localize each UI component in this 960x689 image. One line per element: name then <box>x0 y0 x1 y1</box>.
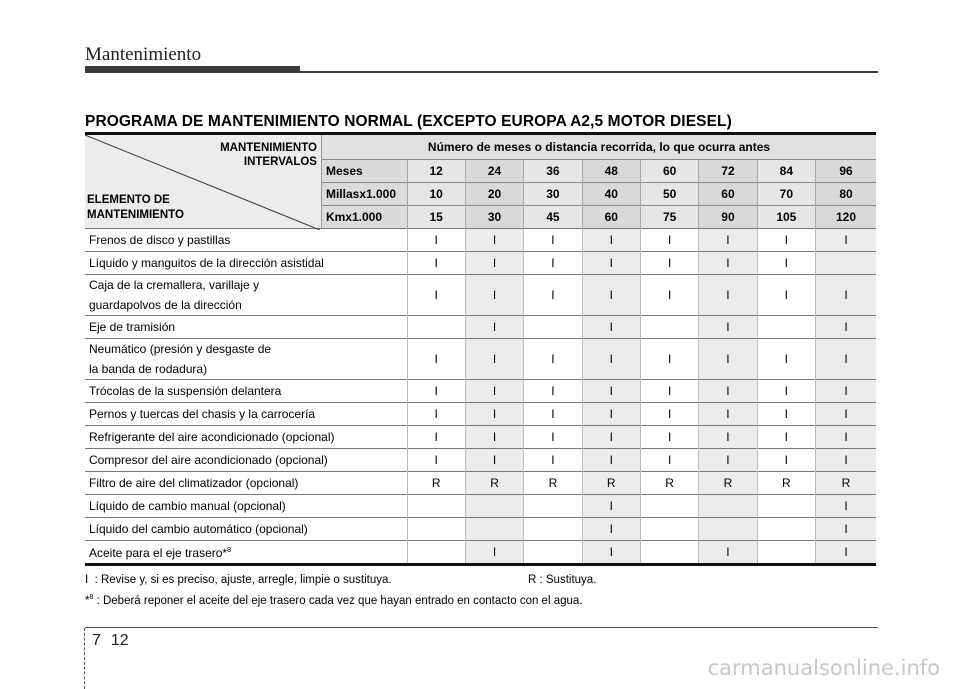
table-row <box>85 541 876 565</box>
maintenance-item-line <box>89 519 407 539</box>
interval-cell <box>407 518 465 541</box>
interval-cell: I <box>816 449 876 472</box>
interval-cell: I <box>582 541 640 565</box>
interval-title: Número de meses o distancia recorrida, lo que ocurra antes <box>321 134 876 160</box>
interval-cell: I <box>757 380 815 403</box>
maintenance-item-text: Frenos de disco y pastillas <box>89 233 231 247</box>
maintenance-item-line <box>89 339 407 359</box>
legend-replace-text: R : Sustituya. <box>528 574 597 586</box>
interval-cell <box>757 518 815 541</box>
maintenance-item <box>85 449 407 472</box>
maintenance-item <box>85 518 407 541</box>
maintenance-item <box>85 252 407 275</box>
interval-cell: I <box>582 403 640 426</box>
page-header-title: Mantenimiento <box>85 44 202 65</box>
header-value: 48 <box>582 160 640 183</box>
header-value: 60 <box>640 160 698 183</box>
header-value: 30 <box>524 183 582 206</box>
header-value: 72 <box>699 160 757 183</box>
interval-cell: I <box>465 380 523 403</box>
legend-note-text: : Deberá reponer el aceite del eje trasero cada vez que hayan entrado en contacto con el agua. <box>96 594 583 607</box>
footer-vertical-rule <box>84 628 85 689</box>
section-title: PROGRAMA DE MANTENIMIENTO NORMAL (EXCEPTO EUROPA A2,5 MOTOR DIESEL) <box>85 113 732 130</box>
interval-cell <box>640 541 698 565</box>
interval-cell: I <box>699 403 757 426</box>
interval-cell: I <box>582 229 640 252</box>
interval-cell <box>465 518 523 541</box>
interval-cell: I <box>757 252 815 275</box>
interval-cell <box>757 316 815 339</box>
maintenance-item-text: Pernos y tuercas del chasis y la carrocería <box>89 407 316 421</box>
interval-cell: I <box>816 380 876 403</box>
interval-cell: I <box>757 229 815 252</box>
interval-cell: I <box>699 449 757 472</box>
interval-cell: I <box>582 495 640 518</box>
maintenance-item <box>85 403 407 426</box>
table-row <box>85 426 876 449</box>
maintenance-item-text: Caja de la cremallera, varillaje y <box>89 278 260 292</box>
legend-inspect-key: I <box>85 574 89 586</box>
header-value: 96 <box>816 160 876 183</box>
interval-cell <box>640 316 698 339</box>
interval-cell: I <box>699 380 757 403</box>
footnote-marker: 8 <box>227 547 231 554</box>
header-corner-cell <box>85 134 321 229</box>
interval-cell: I <box>582 275 640 316</box>
interval-cell: I <box>699 252 757 275</box>
interval-cell: I <box>407 426 465 449</box>
interval-cell: I <box>465 449 523 472</box>
interval-cell: R <box>524 472 582 495</box>
interval-cell: I <box>524 339 582 380</box>
interval-cell: I <box>524 380 582 403</box>
header-value: 40 <box>582 183 640 206</box>
interval-cell: I <box>699 275 757 316</box>
interval-cell: I <box>407 403 465 426</box>
interval-cell: I <box>640 275 698 316</box>
maintenance-table-container <box>85 132 876 566</box>
table-row <box>85 518 876 541</box>
interval-cell: I <box>582 449 640 472</box>
maintenance-item-text: Líquido del cambio automático (opcional) <box>89 522 308 536</box>
interval-cell: I <box>699 426 757 449</box>
page-number <box>92 632 129 650</box>
interval-cell: I <box>699 541 757 565</box>
header-value: 45 <box>524 206 582 229</box>
interval-cell: I <box>699 229 757 252</box>
maintenance-item <box>85 380 407 403</box>
header-bar <box>85 66 300 73</box>
header-value: 30 <box>465 206 523 229</box>
interval-cell <box>407 316 465 339</box>
table-row <box>85 495 876 518</box>
interval-cell: I <box>816 541 876 565</box>
maintenance-item <box>85 275 407 316</box>
interval-cell <box>640 518 698 541</box>
interval-cell: I <box>816 339 876 380</box>
table-row <box>85 316 876 339</box>
interval-cell: I <box>640 426 698 449</box>
interval-cell: I <box>816 229 876 252</box>
interval-cell: I <box>524 403 582 426</box>
maintenance-item-text: la banda de rodadura) <box>89 362 208 376</box>
interval-cell <box>524 495 582 518</box>
interval-cell <box>757 495 815 518</box>
interval-cell: I <box>582 380 640 403</box>
maintenance-item-text: Trócolas de la suspensión delantera <box>89 384 282 398</box>
watermark: carmanualsonline.info <box>707 656 940 680</box>
maintenance-item-line <box>89 473 407 493</box>
table-row <box>85 229 876 252</box>
interval-cell <box>524 518 582 541</box>
interval-cell <box>407 495 465 518</box>
interval-cell: I <box>465 275 523 316</box>
table-row <box>85 449 876 472</box>
interval-cell: R <box>407 472 465 495</box>
maintenance-item-line <box>89 450 407 470</box>
maintenance-item-text: Líquido de cambio manual (opcional) <box>89 499 286 513</box>
maintenance-item-line <box>89 496 407 516</box>
interval-cell: I <box>757 275 815 316</box>
page-number-value: 12 <box>110 632 129 649</box>
header-value: 20 <box>465 183 523 206</box>
interval-cell <box>757 541 815 565</box>
maintenance-item-line <box>89 253 407 273</box>
interval-cell: I <box>816 518 876 541</box>
maintenance-item-text: Eje de tramisión <box>89 320 176 334</box>
maintenance-item <box>85 339 407 380</box>
maintenance-item-text: Neumático (presión y desgaste de <box>89 342 272 356</box>
maintenance-item <box>85 229 407 252</box>
table-row <box>85 275 876 316</box>
table-row <box>85 339 876 380</box>
maintenance-item <box>85 495 407 518</box>
maintenance-item-line <box>89 359 407 379</box>
legend-note-key: * <box>85 594 90 607</box>
interval-cell: I <box>465 339 523 380</box>
maintenance-item-text: Compresor del aire acondicionado (opcional) <box>89 453 328 467</box>
maintenance-item-line <box>89 381 407 401</box>
header-value: 105 <box>757 206 815 229</box>
corner-intervals-label: MANTENIMIENTO INTERVALOS <box>220 142 317 168</box>
interval-cell: I <box>465 541 523 565</box>
interval-cell: I <box>816 316 876 339</box>
header-value: 60 <box>582 206 640 229</box>
interval-cell <box>699 495 757 518</box>
maintenance-table <box>85 132 876 566</box>
header-value: 15 <box>407 206 465 229</box>
header-rule <box>300 71 878 73</box>
maintenance-item-text: Líquido y manguitos de la dirección asistidal <box>89 256 324 270</box>
chapter-number: 7 <box>92 632 101 649</box>
interval-cell: I <box>640 449 698 472</box>
header-value: 84 <box>757 160 815 183</box>
interval-cell: R <box>699 472 757 495</box>
table-row <box>85 380 876 403</box>
interval-cell: I <box>757 449 815 472</box>
maintenance-item <box>85 472 407 495</box>
interval-cell <box>699 518 757 541</box>
interval-cell: I <box>816 275 876 316</box>
interval-cell: I <box>757 339 815 380</box>
interval-cell: I <box>524 275 582 316</box>
legend-inspect-line <box>85 571 582 589</box>
interval-cell: I <box>407 275 465 316</box>
header-row-label: Millasx1.000 <box>321 183 407 206</box>
interval-cell: I <box>524 252 582 275</box>
interval-cell: I <box>524 229 582 252</box>
interval-cell: I <box>582 339 640 380</box>
interval-cell: R <box>582 472 640 495</box>
maintenance-item-line <box>89 404 407 424</box>
interval-cell: I <box>465 316 523 339</box>
interval-cell <box>524 541 582 565</box>
maintenance-item-line <box>89 317 407 337</box>
interval-cell: I <box>407 229 465 252</box>
interval-cell: I <box>582 316 640 339</box>
interval-cell <box>640 495 698 518</box>
interval-cell: I <box>524 449 582 472</box>
legend-note-line <box>85 589 582 610</box>
header-value: 70 <box>757 183 815 206</box>
interval-cell: I <box>816 495 876 518</box>
header-value: 80 <box>816 183 876 206</box>
interval-cell: R <box>816 472 876 495</box>
maintenance-item <box>85 541 407 565</box>
interval-cell: I <box>465 252 523 275</box>
header-value: 50 <box>640 183 698 206</box>
maintenance-item-line <box>89 541 407 563</box>
maintenance-table-body <box>85 229 876 565</box>
interval-cell: I <box>582 426 640 449</box>
interval-cell: I <box>407 449 465 472</box>
interval-cell: I <box>407 380 465 403</box>
footer-rule <box>85 627 878 628</box>
maintenance-item <box>85 316 407 339</box>
header-value: 60 <box>699 183 757 206</box>
interval-cell <box>407 541 465 565</box>
table-row <box>85 403 876 426</box>
corner-element-label: ELEMENTO DE MANTENIMIENTO <box>87 194 184 221</box>
interval-cell: R <box>757 472 815 495</box>
maintenance-item <box>85 426 407 449</box>
interval-cell: I <box>582 252 640 275</box>
maintenance-item-line <box>89 295 407 315</box>
maintenance-item-line <box>89 230 407 250</box>
legend-inspect-text: : Revise y, si es preciso, ajuste, arregle, limpie o sustituya. <box>94 574 392 586</box>
interval-cell: R <box>640 472 698 495</box>
header-value: 75 <box>640 206 698 229</box>
interval-cell: I <box>699 339 757 380</box>
interval-cell: I <box>640 339 698 380</box>
maintenance-item-text: guardapolvos de la dirección <box>89 298 242 312</box>
interval-cell: I <box>640 229 698 252</box>
interval-cell: I <box>407 339 465 380</box>
interval-cell <box>465 495 523 518</box>
table-row <box>85 252 876 275</box>
interval-cell <box>816 252 876 275</box>
interval-cell: I <box>465 229 523 252</box>
legend-note-sup: 8 <box>89 594 94 601</box>
interval-cell: I <box>407 252 465 275</box>
legend <box>85 571 597 610</box>
maintenance-item-line <box>89 427 407 447</box>
interval-cell: I <box>757 426 815 449</box>
interval-cell: I <box>524 426 582 449</box>
interval-cell: I <box>465 403 523 426</box>
interval-cell: I <box>640 380 698 403</box>
maintenance-item-text: Aceite para el eje trasero* <box>89 546 228 560</box>
interval-cell: I <box>582 518 640 541</box>
header-row-label: Kmx1.000 <box>321 206 407 229</box>
maintenance-item-text: Refrigerante del aire acondicionado (opcional) <box>89 430 335 444</box>
header-value: 90 <box>699 206 757 229</box>
header-row-label: Meses <box>321 160 407 183</box>
interval-cell: I <box>816 426 876 449</box>
header-value: 10 <box>407 183 465 206</box>
table-row <box>85 472 876 495</box>
interval-cell: I <box>465 426 523 449</box>
maintenance-item-text: Filtro de aire del climatizador (opcional) <box>89 476 299 490</box>
interval-cell: I <box>640 403 698 426</box>
header-value: 120 <box>816 206 876 229</box>
interval-cell: I <box>757 403 815 426</box>
header-value: 12 <box>407 160 465 183</box>
interval-cell: I <box>699 316 757 339</box>
header-value: 36 <box>524 160 582 183</box>
maintenance-item-line <box>89 275 407 295</box>
header-value: 24 <box>465 160 523 183</box>
interval-cell <box>524 316 582 339</box>
interval-cell: I <box>816 403 876 426</box>
interval-cell: I <box>640 252 698 275</box>
interval-cell: R <box>465 472 523 495</box>
